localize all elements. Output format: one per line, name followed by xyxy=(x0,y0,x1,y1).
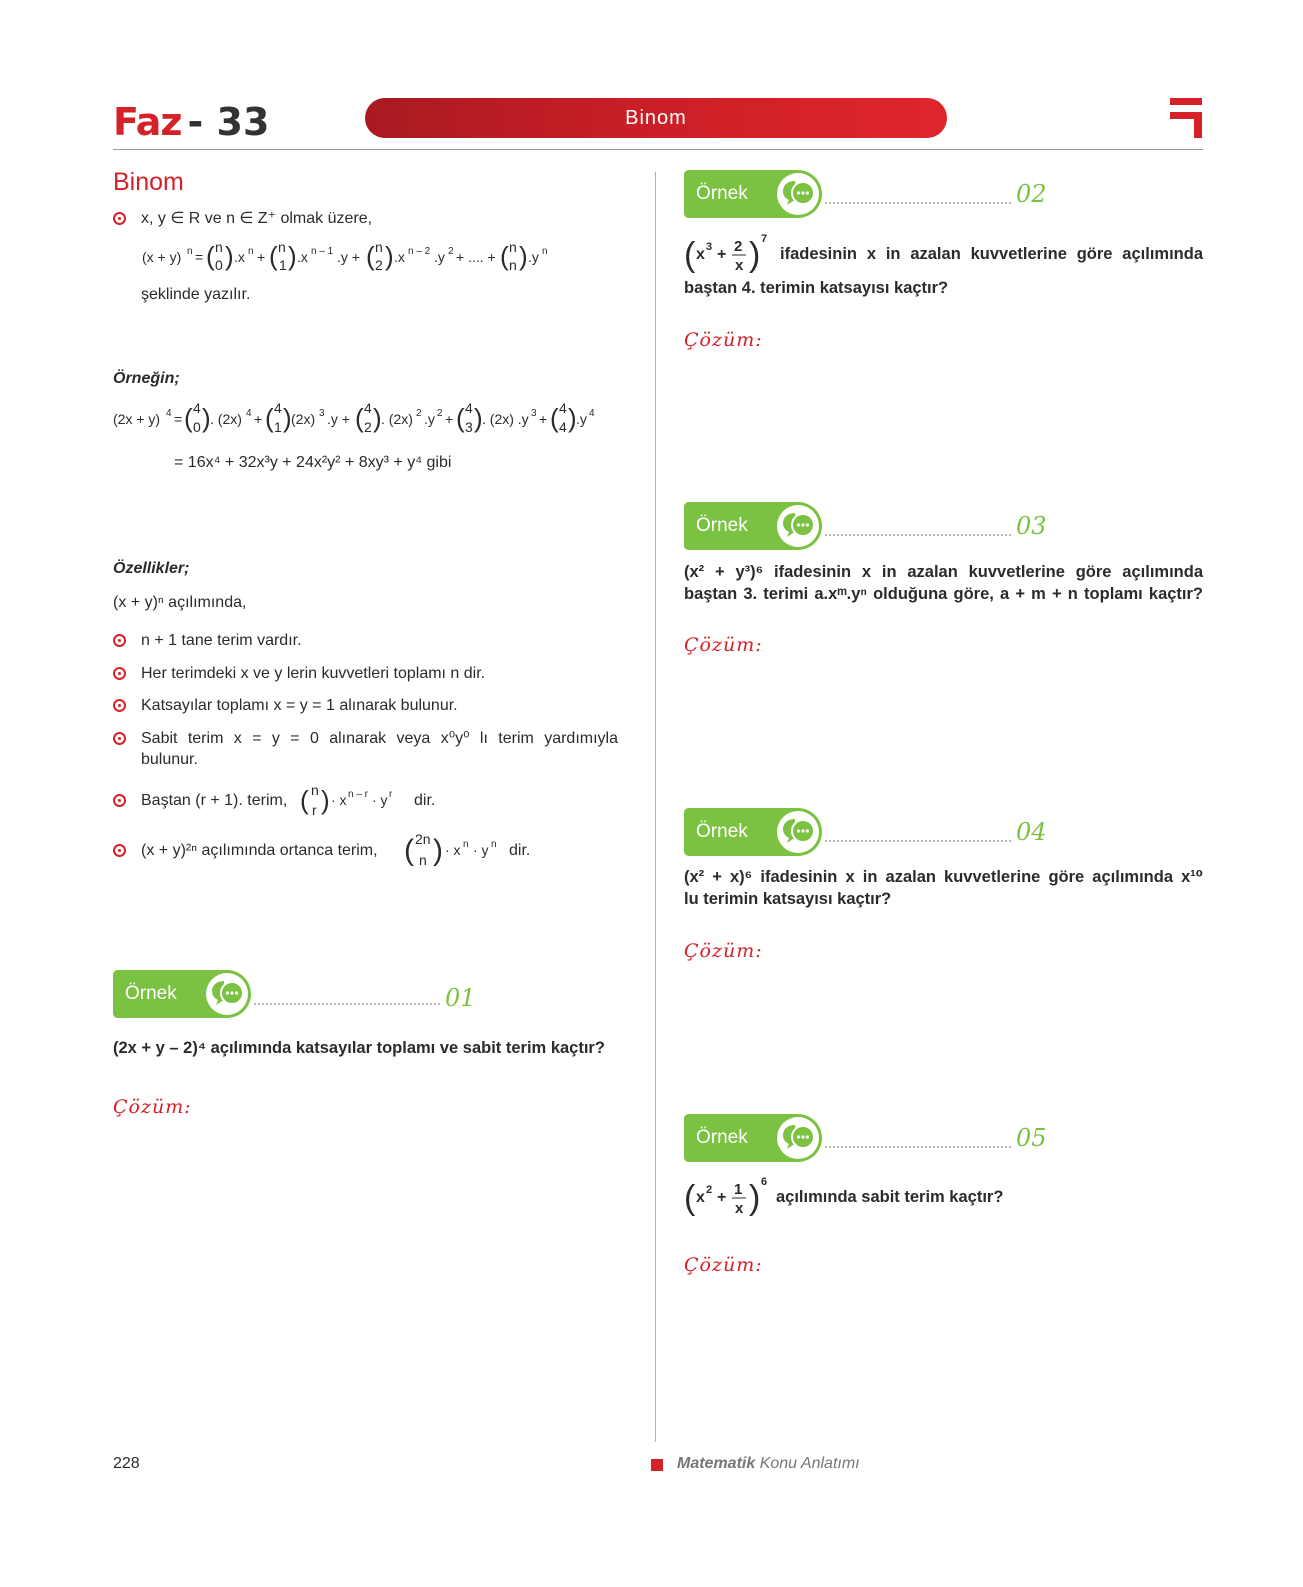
target-bullet-icon xyxy=(113,667,126,680)
svg-text:n: n xyxy=(463,839,469,850)
solution-label: Çözüm: xyxy=(684,634,763,656)
svg-text:(: ( xyxy=(684,236,696,274)
expansion-note: şeklinde yazılır. xyxy=(141,286,251,303)
example-dots xyxy=(825,840,1011,842)
svg-text:4: 4 xyxy=(274,400,282,416)
example-number: 04 xyxy=(1016,818,1047,846)
chat-bubbles-icon xyxy=(777,173,819,215)
property-item: n + 1 tane terim vardır. xyxy=(113,630,302,651)
svg-text:4: 4 xyxy=(193,400,201,416)
example-badge xyxy=(684,502,822,550)
example-dots xyxy=(254,1003,440,1005)
example-heading: Örneğin; xyxy=(113,370,180,387)
svg-text:.x: .x xyxy=(234,249,245,265)
example-badge xyxy=(684,1114,822,1162)
property-item: Her terimdeki x ve y lerin kuvvetleri toplamı n dir. xyxy=(113,663,485,684)
property-suffix: dir. xyxy=(509,842,531,859)
svg-text:(2x): (2x) xyxy=(291,411,316,427)
svg-text:4: 4 xyxy=(166,408,172,419)
example-number: 03 xyxy=(1016,512,1047,540)
svg-text:+: + xyxy=(445,411,454,427)
svg-text:(: ( xyxy=(269,241,278,271)
svg-text:r: r xyxy=(312,802,317,818)
svg-text:(x + y): (x + y) xyxy=(142,249,182,265)
svg-text:): ) xyxy=(283,403,292,433)
svg-text:4: 4 xyxy=(559,400,567,416)
svg-text:n: n xyxy=(187,246,193,257)
svg-text:4: 4 xyxy=(589,408,595,419)
svg-text:): ) xyxy=(474,403,483,433)
svg-text:2: 2 xyxy=(364,419,372,435)
binomial-formula xyxy=(140,236,580,278)
property-item: (x + y)²ⁿ açılımında ortanca terim, xyxy=(113,840,378,861)
svg-text:=: = xyxy=(195,249,204,265)
svg-text:(: ( xyxy=(500,241,509,271)
svg-text:.y: .y xyxy=(434,249,445,265)
svg-text:n: n xyxy=(215,239,223,255)
svg-text:1: 1 xyxy=(734,1181,743,1198)
svg-text:· y: · y xyxy=(473,842,489,858)
example-badge xyxy=(113,970,251,1018)
svg-text:1: 1 xyxy=(279,257,287,273)
svg-text:0: 0 xyxy=(193,419,201,435)
target-bullet-icon xyxy=(113,844,126,857)
column-divider xyxy=(655,172,656,1442)
svg-text:. (2x): . (2x) xyxy=(210,411,242,427)
svg-text:.y +: .y + xyxy=(337,249,360,265)
svg-text:): ) xyxy=(321,785,330,815)
svg-text:3: 3 xyxy=(706,241,713,253)
example-number: 02 xyxy=(1016,180,1047,208)
brand-word: Faz xyxy=(113,100,182,144)
svg-text:): ) xyxy=(749,236,761,274)
intro-line: x, y ∈ R ve n ∈ Z⁺ olmak üzere, xyxy=(141,210,373,227)
example-formula xyxy=(113,396,633,440)
svg-text:2: 2 xyxy=(448,246,454,257)
svg-text:=: = xyxy=(174,411,183,427)
faz-logo-icon xyxy=(1170,98,1202,138)
svg-text:2n: 2n xyxy=(415,831,431,847)
svg-text:): ) xyxy=(519,241,528,271)
example-label: Örnek xyxy=(696,515,748,536)
svg-text:n: n xyxy=(509,239,517,255)
chat-bubbles-icon xyxy=(777,1117,819,1159)
svg-text:2: 2 xyxy=(416,408,422,419)
svg-text:· x: · x xyxy=(445,842,461,858)
example-question: ifadesinin x in azalan kuvvetlerine göre açılımında xyxy=(780,245,1203,263)
chat-bubbles-icon xyxy=(777,811,819,853)
chapter-title-banner xyxy=(365,98,947,138)
svg-text:(: ( xyxy=(355,403,364,433)
svg-text:): ) xyxy=(288,241,297,271)
svg-text:+: + xyxy=(717,1189,727,1206)
property-item: Katsayılar toplamı x = y = 1 alınarak bulunur. xyxy=(113,695,458,716)
svg-text:n: n xyxy=(419,852,427,868)
svg-text:+ .... +: + .... + xyxy=(456,249,496,265)
svg-text:): ) xyxy=(373,403,382,433)
svg-text:. (2x) .y: . (2x) .y xyxy=(482,411,529,427)
middle-term-formula xyxy=(404,825,509,873)
svg-text:. (2x): . (2x) xyxy=(381,411,413,427)
svg-text:): ) xyxy=(749,1179,761,1217)
svg-text:4: 4 xyxy=(364,400,372,416)
svg-text:.y: .y xyxy=(576,411,587,427)
svg-text:n: n xyxy=(278,239,286,255)
example-dots xyxy=(825,1146,1011,1148)
svg-text:2: 2 xyxy=(375,257,383,273)
example-result: = 16x⁴ + 32x³y + 24x²y² + 8xy³ + y⁴ gibi xyxy=(174,454,452,471)
svg-text:3: 3 xyxy=(465,419,473,435)
svg-text:+: + xyxy=(257,249,266,265)
svg-text:): ) xyxy=(385,241,394,271)
svg-text:): ) xyxy=(433,834,443,867)
svg-text:): ) xyxy=(202,403,211,433)
svg-text:0: 0 xyxy=(215,257,223,273)
expression-x3-plus-2-over-x xyxy=(684,230,768,278)
example-dots xyxy=(825,202,1011,204)
svg-text:.y: .y xyxy=(528,249,539,265)
svg-text:2: 2 xyxy=(734,238,743,255)
example-label: Örnek xyxy=(696,821,748,842)
svg-text:(: ( xyxy=(300,785,309,815)
svg-text:(: ( xyxy=(456,403,465,433)
solution-label: Çözüm: xyxy=(113,1096,192,1118)
svg-text:n: n xyxy=(542,246,548,257)
svg-text:): ) xyxy=(568,403,577,433)
example-question: (x² + x)⁶ ifadesinin x in azalan kuvvetlerine göre açılımında x¹⁰ lu terimin katsayısı kaçtır? xyxy=(684,868,1203,908)
section-title: Binom xyxy=(113,168,184,196)
svg-text:(: ( xyxy=(550,403,559,433)
svg-text:7: 7 xyxy=(761,233,768,245)
svg-text:x: x xyxy=(735,1200,744,1217)
svg-text:(2x + y): (2x + y) xyxy=(113,411,161,427)
svg-text:x: x xyxy=(735,257,744,274)
svg-text:n: n xyxy=(491,839,497,850)
example-number: 01 xyxy=(445,984,476,1012)
example-question: açılımında sabit terim kaçtır? xyxy=(776,1188,1004,1206)
svg-text:4: 4 xyxy=(559,419,567,435)
svg-text:n – 2: n – 2 xyxy=(408,246,431,257)
example-label: Örnek xyxy=(696,183,748,204)
example-question: baştan 4. terimin katsayısı kaçtır? xyxy=(684,279,949,297)
svg-text:n: n xyxy=(311,782,319,798)
property-item: Baştan (r + 1). terim, xyxy=(113,790,287,811)
general-term-formula xyxy=(300,778,410,822)
target-bullet-icon xyxy=(113,634,126,647)
footer-marker-icon xyxy=(651,1459,663,1471)
svg-text:+: + xyxy=(717,246,727,263)
header-rule xyxy=(113,149,1203,150)
property-suffix: dir. xyxy=(414,792,436,809)
target-bullet-icon xyxy=(113,732,126,745)
svg-text:(: ( xyxy=(366,241,375,271)
properties-heading: Özellikler; xyxy=(113,560,190,577)
svg-text:+: + xyxy=(539,411,548,427)
example-label: Örnek xyxy=(696,1127,748,1148)
solution-label: Çözüm: xyxy=(684,940,763,962)
svg-text:n – r: n – r xyxy=(348,789,369,800)
example-badge xyxy=(684,170,822,218)
target-bullet-icon xyxy=(113,212,126,225)
solution-label: Çözüm: xyxy=(684,1254,763,1276)
chat-bubbles-icon xyxy=(206,973,248,1015)
expression-x2-plus-1-over-x xyxy=(684,1173,768,1221)
svg-text:n: n xyxy=(509,257,517,273)
svg-text:· y: · y xyxy=(372,792,388,808)
svg-text:n: n xyxy=(248,246,254,257)
properties-intro: (x + y)ⁿ açılımında, xyxy=(113,594,247,611)
svg-text:1: 1 xyxy=(274,419,282,435)
svg-text:4: 4 xyxy=(465,400,473,416)
svg-text:(: ( xyxy=(684,1179,696,1217)
chapter-title: Binom xyxy=(625,106,687,129)
svg-text:.x: .x xyxy=(394,249,405,265)
example-badge xyxy=(684,808,822,856)
svg-text:.y +: .y + xyxy=(327,411,350,427)
book-title: Matematik Konu Anlatımı xyxy=(677,1455,860,1472)
svg-text:6: 6 xyxy=(761,1176,768,1188)
target-bullet-icon xyxy=(113,794,126,807)
svg-text:· x: · x xyxy=(331,792,347,808)
svg-text:.x: .x xyxy=(297,249,308,265)
svg-text:3: 3 xyxy=(531,408,537,419)
page-number: 228 xyxy=(113,1455,140,1472)
example-label: Örnek xyxy=(125,983,177,1004)
svg-text:+: + xyxy=(254,411,263,427)
svg-text:2: 2 xyxy=(706,1184,713,1196)
svg-text:x: x xyxy=(696,1189,705,1206)
target-bullet-icon xyxy=(113,699,126,712)
property-item: Sabit terim x = y = 0 alınarak veya x⁰y⁰ lı terim yardımıyla bulunur. xyxy=(113,728,618,770)
example-dots xyxy=(825,534,1011,536)
brand-logo xyxy=(113,96,269,142)
solution-label: Çözüm: xyxy=(684,329,763,351)
svg-text:(: ( xyxy=(404,834,414,867)
svg-text:(: ( xyxy=(265,403,274,433)
example-question: (2x + y – 2)⁴ açılımında katsayılar toplamı ve sabit terim kaçtır? xyxy=(113,1039,605,1057)
svg-text:n – 1: n – 1 xyxy=(311,246,334,257)
chat-bubbles-icon xyxy=(777,505,819,547)
svg-text:(: ( xyxy=(206,241,215,271)
svg-text:(: ( xyxy=(184,403,193,433)
intro-row xyxy=(113,208,372,229)
svg-text:2: 2 xyxy=(437,408,443,419)
example-question: (x² + y³)⁶ ifadesinin x in azalan kuvvetlerine göre açılımında baştan 3. terimi a.xᵐ.yⁿ olduğuna göre, a + m + n toplamı kaçtır? xyxy=(684,563,1203,603)
svg-text:x: x xyxy=(696,246,705,263)
svg-text:.y: .y xyxy=(424,411,435,427)
svg-text:4: 4 xyxy=(246,408,252,419)
svg-text:n: n xyxy=(375,239,383,255)
svg-text:): ) xyxy=(225,241,234,271)
chapter-number: - 33 xyxy=(187,100,270,144)
svg-text:r: r xyxy=(389,789,393,800)
example-number: 05 xyxy=(1016,1124,1047,1152)
svg-text:3: 3 xyxy=(319,408,325,419)
